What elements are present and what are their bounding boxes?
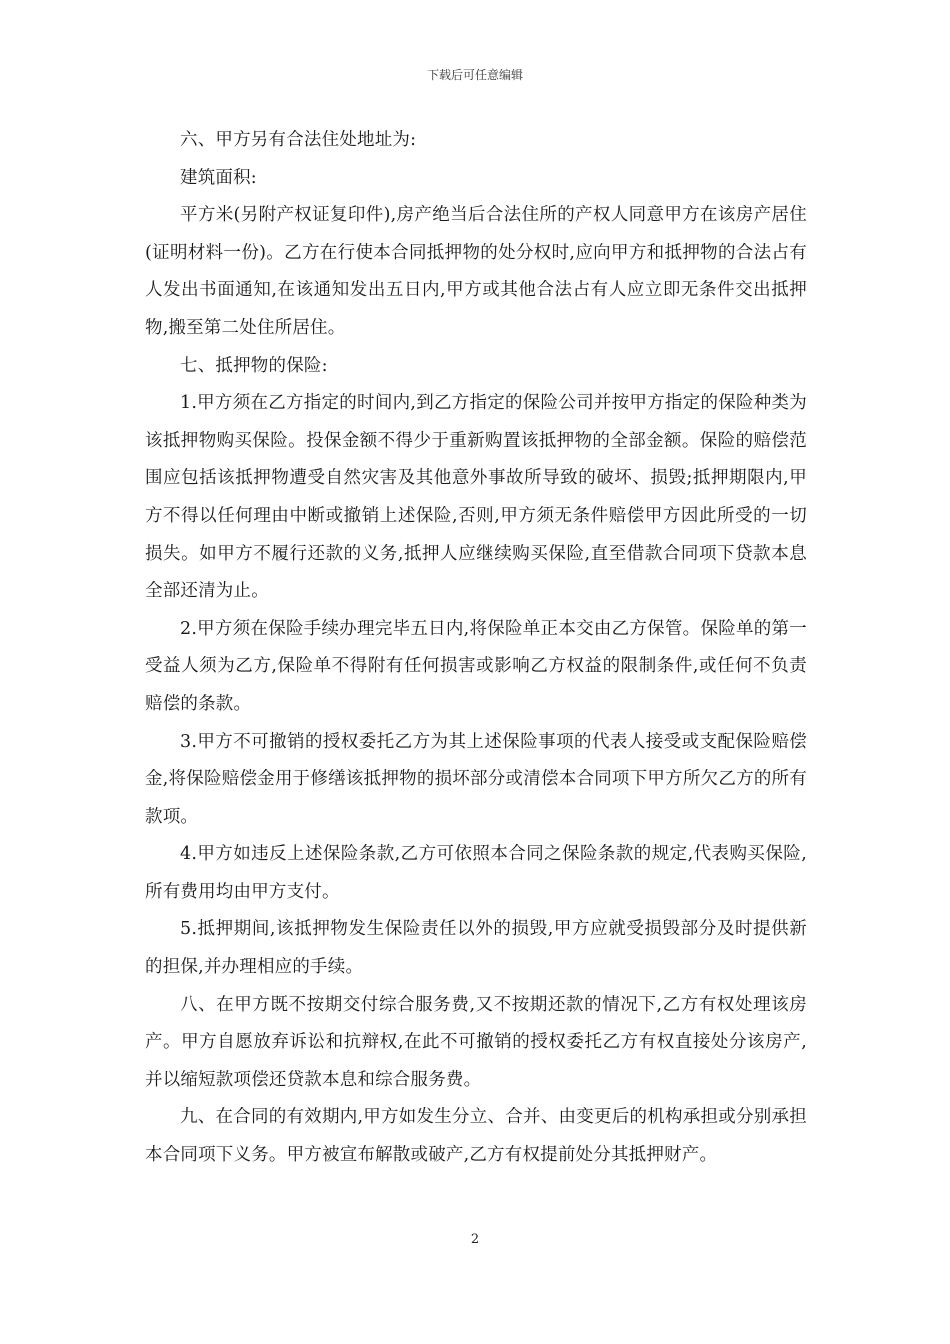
document-body bbox=[145, 122, 807, 1175]
building-area-line: 建筑面积: bbox=[180, 167, 257, 188]
insurance-item-3: 3.甲方不可撤销的授权委托乙方为其上述保险事项的代表人接受或支配保险赔偿金,将保险赔偿金用于修缮该抵押物的损坏部分或清偿本合同项下甲方所欠乙方的所有款项。 bbox=[145, 731, 807, 827]
insurance-item-1: 1.甲方须在乙方指定的时间内,到乙方指定的保险公司并按甲方指定的保险种类为该抵押物购买保险。投保金额不得少于重新购置该抵押物的全部金额。保险的赔偿范围应包括该抵押物遭受自然灾害及其他意外事故所导致的破坏、损毁;抵押期限内,甲方不得以任何理由中断或撤销上述保险,否则,甲方须无条件赔偿甲方因此所受的一切损失。如甲方不履行还款的义务,抵押人应继续购买保险,直至借款合同项下贷款本息全部还清为止。 bbox=[145, 393, 807, 602]
clause-eight: 八、在甲方既不按期交付综合服务费,又不按期还款的情况下,乙方有权处理该房产。甲方自愿放弃诉讼和抗辩权,在此不可撤销的授权委托乙方有权直接处分该房产,并以缩短款项偿还贷款本息和综合服务费。 bbox=[145, 994, 807, 1090]
insurance-item-5: 5.抵押期间,该抵押物发生保险责任以外的损毁,甲方应就受损毁部分及时提供新的担保,并办理相应的手续。 bbox=[145, 919, 807, 978]
page-header-note: 下载后可任意编辑 bbox=[426, 68, 523, 82]
page-number: 2 bbox=[470, 1232, 480, 1247]
clause-nine: 九、在合同的有效期内,甲方如发生分立、合并、由变更后的机构承担或分别承担本合同项下义务。甲方被宣布解散或破产,乙方有权提前处分其抵押财产。 bbox=[145, 1107, 807, 1166]
clause-seven-heading: 七、抵押物的保险: bbox=[180, 355, 328, 376]
insurance-item-4: 4.甲方如违反上述保险条款,乙方可依照本合同之保险条款的规定,代表购买保险,所有费用均由甲方支付。 bbox=[145, 844, 807, 902]
residence-paragraph: 平方米(另附产权证复印件),房产绝当后合法住所的产权人同意甲方在该房产居住(证明材料一份)。乙方在行使本合同抵押物的处分权时,应向甲方和抵押物的合法占有人发出书面通知,在该通知发出五日内,甲方或其他合法占有人应立即无条件交出抵押物,搬至第二处住所居住。 bbox=[145, 205, 807, 338]
clause-six: 六、甲方另有合法住处地址为: bbox=[180, 130, 417, 150]
insurance-item-2: 2.甲方须在保险手续办理完毕五日内,将保险单正本交由乙方保管。保险单的第一受益人须为乙方,保险单不得附有任何损害或影响乙方权益的限制条件,或任何不负责赔偿的条款。 bbox=[145, 618, 807, 714]
